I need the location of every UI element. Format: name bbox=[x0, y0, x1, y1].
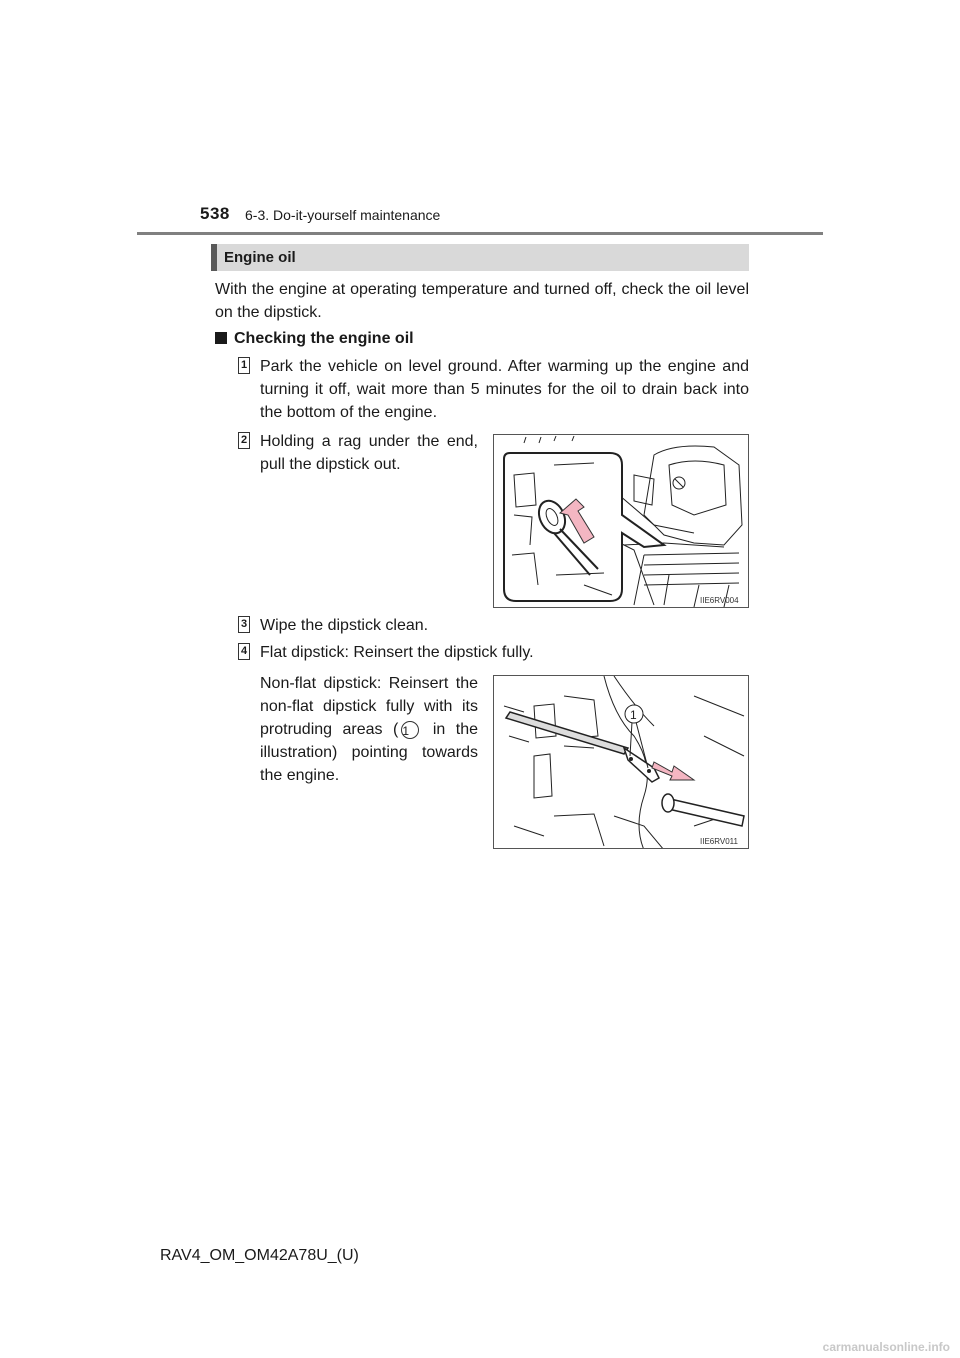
step-4-non-flat-text bbox=[260, 672, 478, 787]
figure-code: IIE6RV011 bbox=[700, 837, 738, 846]
pull-dipstick-illustration bbox=[494, 435, 749, 608]
figure-reinsert-dipstick bbox=[493, 675, 749, 849]
header-rule bbox=[137, 232, 823, 235]
square-bullet-icon bbox=[215, 332, 227, 344]
document-id: RAV4_OM_OM42A78U_(U) bbox=[160, 1247, 359, 1264]
step-3-text: Wipe the dipstick clean. bbox=[260, 617, 429, 634]
step-1-text: Park the vehicle on level ground. After warming up the engine and turning it off, wait more than 5 minutes for the oil to drain back into the bottom of the engine. bbox=[260, 358, 749, 421]
subheading-text: Checking the engine oil bbox=[234, 330, 414, 347]
non-flat-text-start: Non-flat dipstick: Reinsert the non-flat dipstick fully with its protruding areas ( bbox=[260, 675, 478, 738]
non-flat-text-end: in the illustration) pointing towards the engine. bbox=[260, 721, 478, 784]
figure-callout-1: 1 bbox=[630, 708, 637, 722]
figure-pull-dipstick bbox=[493, 434, 749, 608]
step-number-1: 1 bbox=[238, 357, 250, 374]
section-heading-bar bbox=[211, 244, 749, 271]
watermark: carmanualsonline.info bbox=[822, 1340, 950, 1354]
step-number-3: 3 bbox=[238, 616, 250, 633]
step-4-text: Flat dipstick: Reinsert the dipstick fully. bbox=[260, 644, 534, 661]
step-number-4: 4 bbox=[238, 643, 250, 660]
step-2-text: Holding a rag under the end, pull the dipstick out. bbox=[260, 433, 478, 473]
page-number: 538 bbox=[200, 204, 230, 223]
subheading bbox=[215, 330, 414, 348]
section-heading: Engine oil bbox=[224, 249, 296, 266]
reinsert-dipstick-illustration bbox=[494, 676, 749, 849]
callout-1-icon: 1 bbox=[401, 721, 419, 739]
step-number-2: 2 bbox=[238, 432, 250, 449]
chapter-title: 6-3. Do-it-yourself maintenance bbox=[245, 207, 441, 223]
figure-code: IIE6RV004 bbox=[700, 596, 739, 605]
intro-paragraph: With the engine at operating temperature and turned off, check the oil level on the dipstick. bbox=[215, 281, 749, 321]
